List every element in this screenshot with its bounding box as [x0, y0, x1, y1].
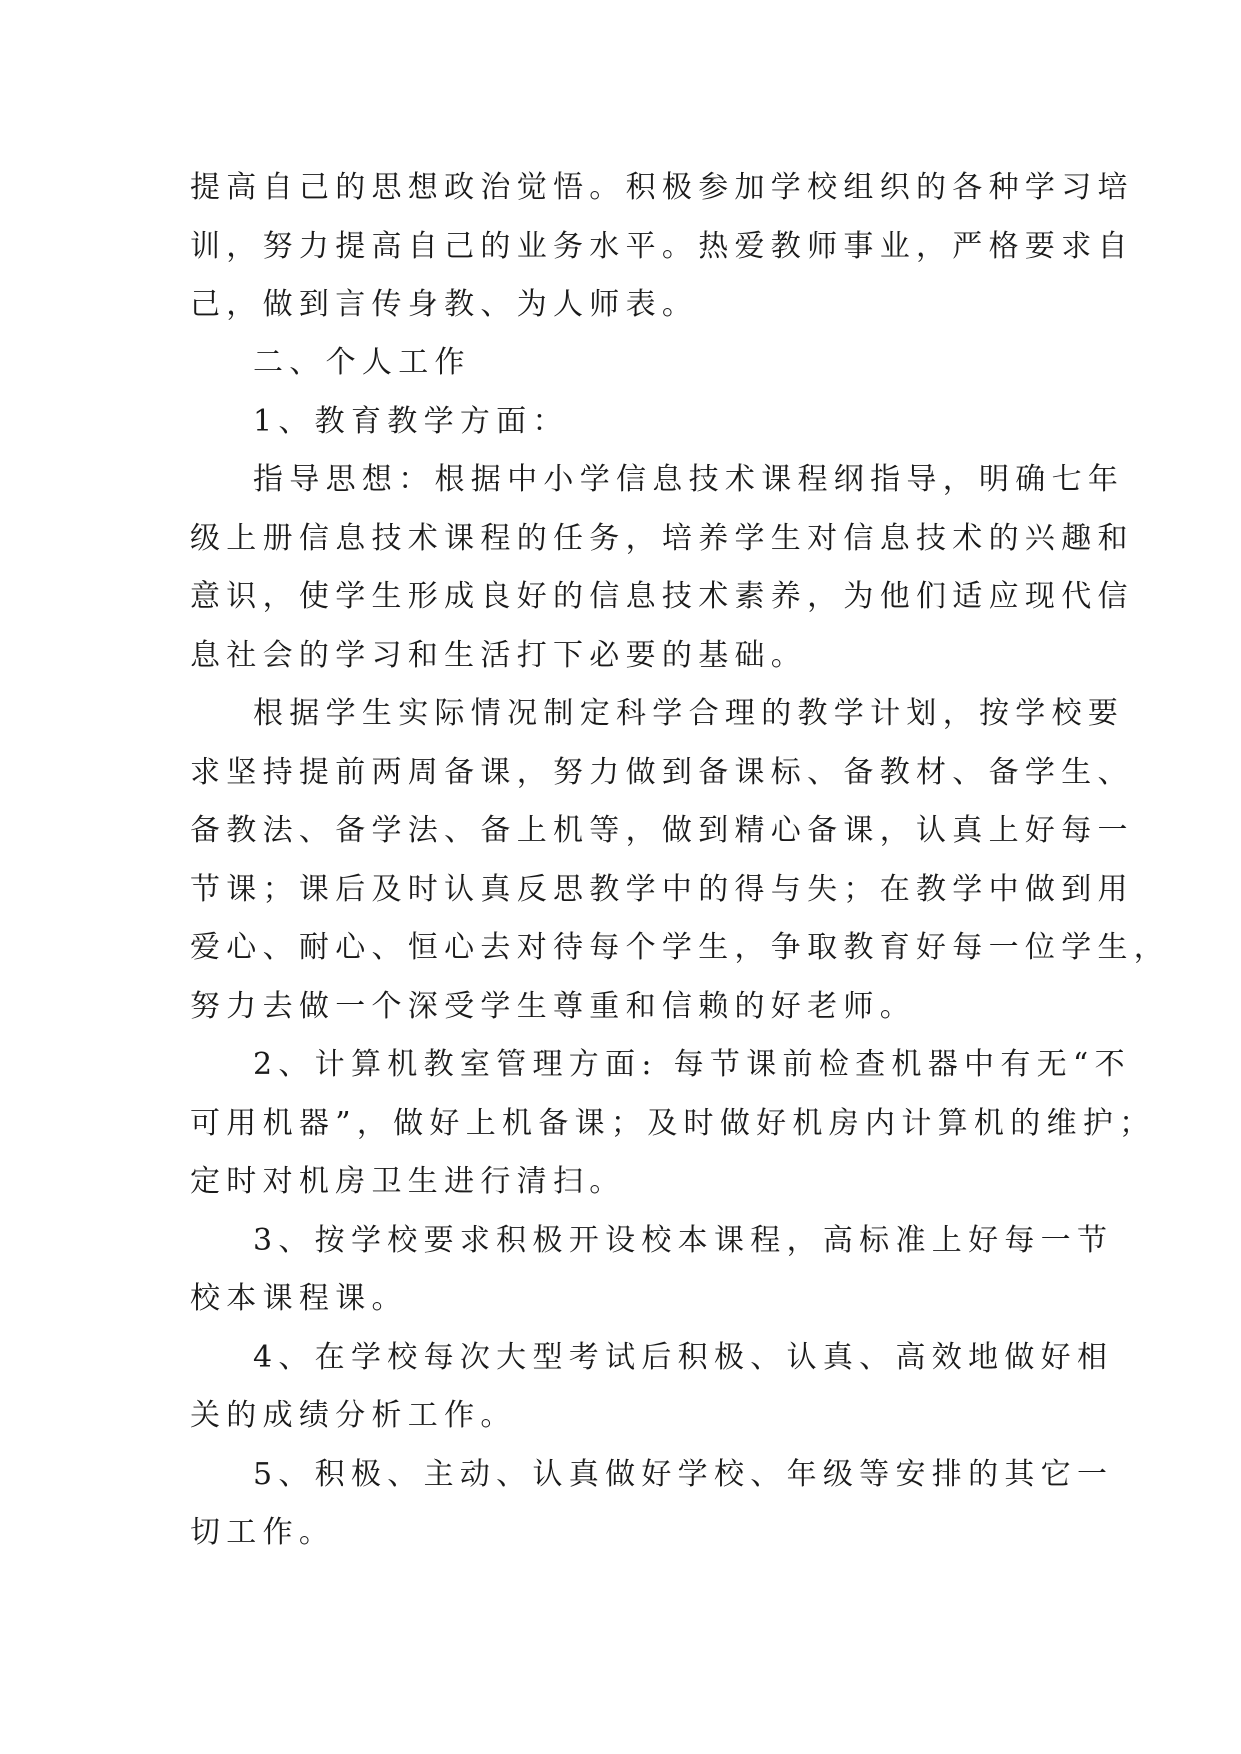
text-line: 定时对机房卫生进行清扫。	[190, 1164, 626, 1199]
text-line: 指导思想：根据中小学信息技术课程纲指导，明确七年	[253, 462, 1125, 497]
text-line: 切工作。	[190, 1515, 336, 1550]
text-line: 提高自己的思想政治觉悟。积极参加学校组织的各种学习培	[190, 170, 1134, 205]
text-line: 己，做到言传身教、为人师表。	[190, 287, 699, 322]
text-line: 3、按学校要求积极开设校本课程，高标准上好每一节	[253, 1223, 1114, 1258]
text-line: 息社会的学习和生活打下必要的基础。	[190, 638, 808, 673]
text-line: 2、计算机教室管理方面: 每节课前检查机器中有无“不	[253, 1047, 1131, 1082]
text-line: 训，努力提高自己的业务水平。热爱教师事业，严格要求自	[190, 229, 1134, 264]
text-line: 根据学生实际情况制定科学合理的教学计划，按学校要	[253, 696, 1125, 731]
text-line: 5、积极、主动、认真做好学校、年级等安排的其它一	[253, 1457, 1114, 1492]
text-line: 关的成绩分析工作。	[190, 1398, 517, 1433]
text-line: 意识，使学生形成良好的信息技术素养，为他们适应现代信	[190, 579, 1134, 614]
text-line: 爱心、耐心、恒心去对待每个学生，争取教育好每一位学生，	[190, 930, 1171, 965]
section-heading: 二、个人工作	[253, 345, 471, 380]
text-line: 节课；课后及时认真反思教学中的得与失；在教学中做到用	[190, 872, 1134, 907]
text-line: 努力去做一个深受学生尊重和信赖的好老师。	[190, 989, 916, 1024]
text-line: 求坚持提前两周备课，努力做到备课标、备教材、备学生、	[190, 755, 1134, 790]
text-line: 备教法、备学法、备上机等，做到精心备课，认真上好每一	[190, 813, 1134, 848]
text-line: 校本课程课。	[190, 1281, 408, 1316]
text-line: 4、在学校每次大型考试后积极、认真、高效地做好相	[253, 1340, 1114, 1375]
subsection-heading: 1、教育教学方面：	[253, 404, 569, 439]
text-line: 级上册信息技术课程的任务，培养学生对信息技术的兴趣和	[190, 521, 1134, 556]
text-line: 可用机器”，做好上机备课；及时做好机房内计算机的维护；	[190, 1106, 1156, 1141]
